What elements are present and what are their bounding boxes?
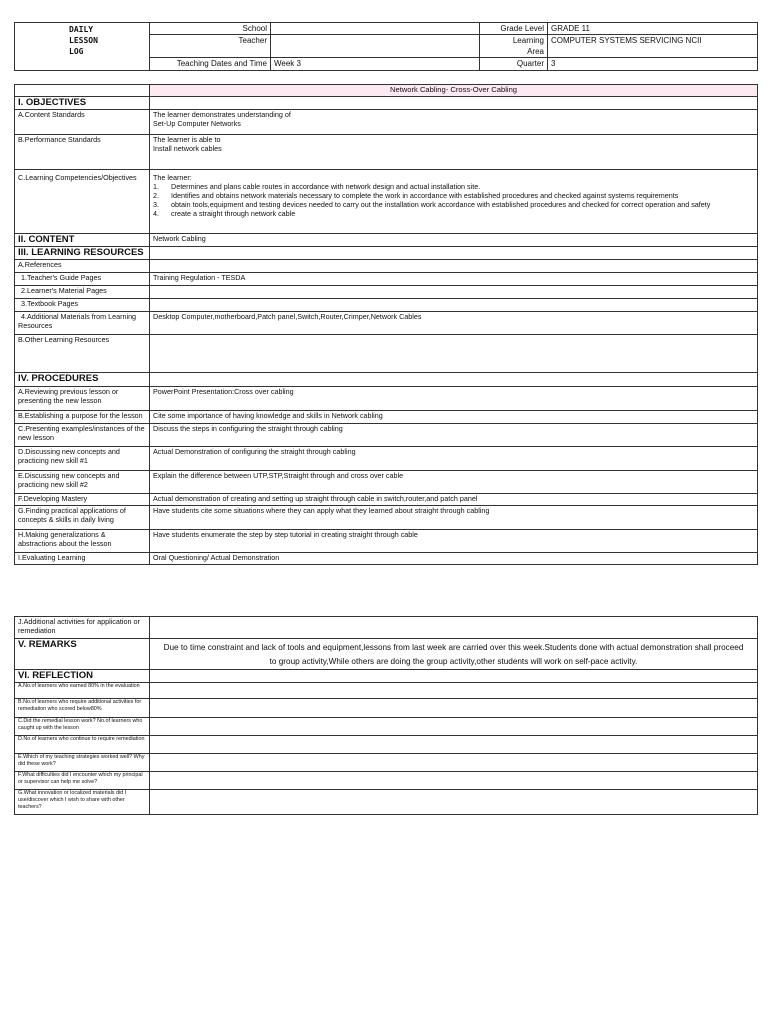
reflection-label: C.Did the remedial lesson work? No.of learners who caught up with the lesson — [15, 718, 150, 736]
procedure-value: Cite some importance of having knowledge and skills in Network cabling — [150, 410, 758, 423]
lesson-table — [14, 84, 758, 565]
textbook-pages-label: 3.Textbook Pages — [15, 298, 150, 311]
learning-area-label: Learning Area — [480, 35, 548, 58]
procedure-label: I.Evaluating Learning — [15, 552, 150, 564]
remarks-heading: V. REMARKS — [15, 639, 150, 670]
other-resources-label: B.Other Learning Resources — [15, 334, 150, 372]
performance-standards-label: B.Performance Standards — [15, 135, 150, 170]
list-item: 4. create a straight through network cable — [153, 209, 296, 218]
grade-value: GRADE 11 — [548, 23, 758, 35]
objectives-heading: I. OBJECTIVES — [15, 97, 150, 110]
school-label: School — [150, 23, 271, 35]
quarter-label: Quarter — [480, 58, 548, 71]
procedure-value: Explain the difference between UTP,STP,Straight through and cross over cable — [150, 470, 758, 493]
procedure-label: G.Finding practical applications of concepts & skills in daily living — [15, 505, 150, 529]
reflection-label: B.No.of learners who require additional activities for remediation who scored below80% — [15, 699, 150, 718]
school-value — [271, 23, 480, 35]
learning-area-value: COMPUTER SYSTEMS SERVICING NCII — [548, 35, 758, 58]
learning-resources-heading: III. LEARNING RESOURCES — [15, 246, 150, 259]
teacher-value — [271, 35, 480, 58]
competencies-value: The learner: 1. Determines and plans cable routes in accordance with network design and actual installation site. 2. Identifies and obtains network materials necessary to complete the work in accordance with established procedures and checked against systems requirements 3. obtain tools,equipment and testing devices needed to carry out the installation work accordance with established procedures and checked for correct operation and safety 4. create a straight through network cable — [150, 170, 758, 234]
content-standards-label: A.Content Standards — [15, 110, 150, 135]
reflection-label: G.What innovation or localized materials did I use/discover which I wish to share with other teachers? — [15, 790, 150, 815]
teachers-guide-label: 1.Teacher's Guide Pages — [15, 272, 150, 285]
other-resources-value — [150, 334, 758, 372]
dates-label: Teaching Dates and Time — [150, 58, 271, 71]
additional-materials-label: 4.Additional Materials from Learning Resources — [15, 311, 150, 334]
list-item: 2. Identifies and obtains network materials necessary to complete the work in accordance with established procedures and checked against systems requirements — [153, 191, 679, 200]
procedure-value: Have students cite some situations where they can apply what they learned about straight through cabling — [150, 505, 758, 529]
content-value: Network Cabling — [150, 234, 758, 247]
competencies-label: C.Learning Competencies/Objectives — [15, 170, 150, 234]
procedure-label: F.Developing Mastery — [15, 493, 150, 505]
reflection-label: F.What difficulties did I encounter which my principal or supervisor can help me solve? — [15, 772, 150, 790]
procedure-label: B.Establishing a purpose for the lesson — [15, 410, 150, 423]
list-item: 1. Determines and plans cable routes in accordance with network design and actual installation site. — [153, 182, 481, 191]
reflection-label: E.Which of my teaching strategies worked well? Why did these work? — [15, 754, 150, 772]
learners-material-label: 2.Learner's Material Pages — [15, 285, 150, 298]
procedure-label: E.Discussing new concepts and practicing new skill #2 — [15, 470, 150, 493]
procedure-label: D.Discussing new concepts and practicing new skill #1 — [15, 446, 150, 470]
list-item: 3. obtain tools,equipment and testing devices needed to carry out the installation work accordance with established procedures and checked for correct operation and safety — [153, 200, 711, 209]
procedure-value: Oral Questioning/ Actual Demonstration — [150, 552, 758, 564]
additional-activities-value — [150, 617, 758, 639]
procedure-label: H.Making generalizations & abstractions about the lesson — [15, 529, 150, 552]
procedures-heading: IV. PROCEDURES — [15, 372, 150, 386]
teacher-label: Teacher — [150, 35, 271, 58]
remarks-table — [14, 616, 758, 815]
procedure-value: Actual demonstration of creating and setting up straight through cable in switch,router,and patch panel — [150, 493, 758, 505]
lesson-topic: Network Cabling- Cross-Over Cabling — [150, 85, 758, 97]
document-title: DAILY LESSON LOG — [15, 23, 150, 71]
remarks-value: Due to time constraint and lack of tools and equipment,lessons from last week are carried over this week.Students done with actual demonstration shall proceed to group activity,While others are doing the group activity,other students will work on self-pace activity. — [150, 639, 758, 670]
procedure-value: Actual Demonstration of configuring the straight through cabling — [150, 446, 758, 470]
header-table — [14, 22, 758, 71]
procedure-label: A.Reviewing previous lesson or presenting the new lesson — [15, 386, 150, 410]
procedure-value: Discuss the steps in configuring the straight through cabling — [150, 423, 758, 446]
grade-label: Grade Level — [480, 23, 548, 35]
additional-activities-label: J.Additional activities for application or remediation — [15, 617, 150, 639]
learners-material-value — [150, 285, 758, 298]
textbook-pages-value — [150, 298, 758, 311]
quarter-value: 3 — [548, 58, 758, 71]
content-standards-value: The learner demonstrates understanding of Set-Up Computer Networks — [150, 110, 758, 135]
reflection-heading: VI. REFLECTION — [15, 670, 150, 683]
content-heading: II. CONTENT — [15, 234, 150, 247]
reflection-label: A.No.of learners who earned 80% in the evaluation — [15, 683, 150, 699]
procedure-value: PowerPoint Presentation:Cross over cabling — [150, 386, 758, 410]
procedure-value: Have students enumerate the step by step tutorial in creating straight through cable — [150, 529, 758, 552]
reflection-label: D.No.of learners who continue to require remediation — [15, 736, 150, 754]
procedure-label: C.Presenting examples/instances of the new lesson — [15, 423, 150, 446]
teachers-guide-value: Training Regulation - TESDA — [150, 272, 758, 285]
additional-materials-value: Desktop Computer,motherboard,Patch panel,Switch,Router,Crimper,Network Cables — [150, 311, 758, 334]
performance-standards-value: The learner is able to Install network cables — [150, 135, 758, 170]
references-label: A.References — [15, 259, 150, 272]
dates-value: Week 3 — [271, 58, 480, 71]
